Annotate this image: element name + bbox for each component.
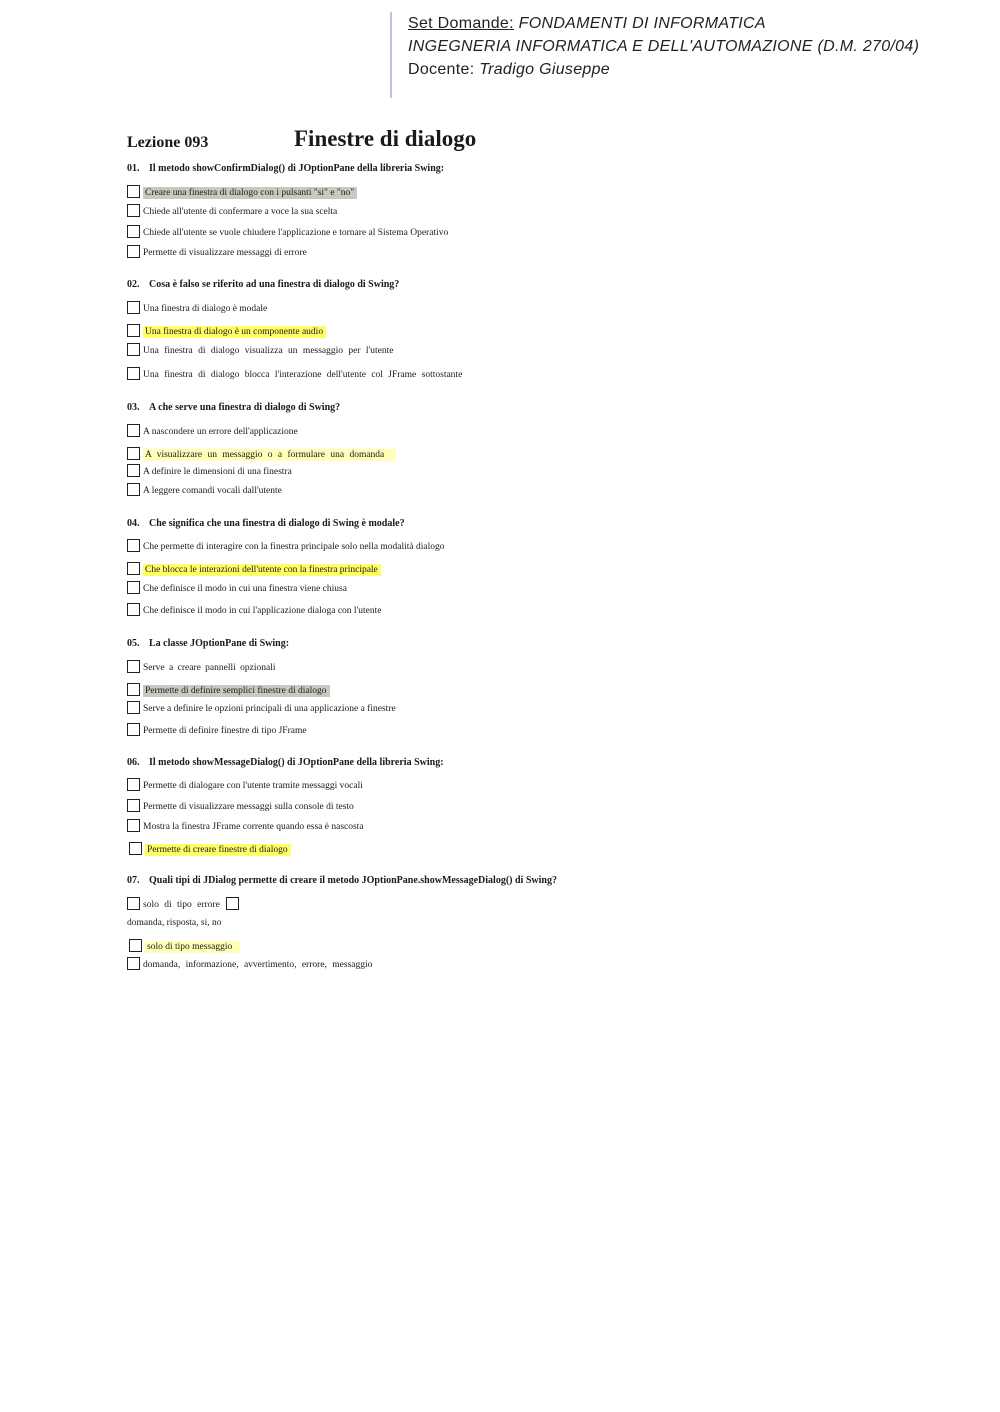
answer-checkbox[interactable] [127,539,140,552]
answer-checkbox[interactable] [127,424,140,437]
answer-option [127,819,364,833]
answer-checkbox[interactable] [127,185,140,198]
answer-checkbox[interactable] [127,897,140,910]
answer-text: Mostra la finestra JFrame corrente quando essa è nascosta [143,822,364,832]
answer-text: A nascondere un errore dell'applicazione [143,427,298,437]
answer-option [127,778,363,792]
answer-checkbox[interactable] [127,819,140,832]
answer-checkbox[interactable] [127,447,140,460]
answer-option [127,683,330,697]
answer-text: Permette di visualizzare messaggi di errore [143,248,307,258]
answer-text: A leggere comandi vocali dall'utente [143,486,282,496]
answer-option [127,603,381,617]
answer-checkbox[interactable] [127,701,140,714]
answer-option [129,842,291,856]
answer-text: Creare una finestra di dialogo con i pulsanti "si" e "no" [143,187,357,199]
answer-checkbox[interactable] [127,367,140,380]
answer-option [127,245,307,259]
answer-text: Che blocca le interazioni dell'utente con la finestra principale [143,564,381,576]
answer-text: domanda, risposta, si, no [127,918,222,928]
answer-checkbox[interactable] [127,957,140,970]
answer-option [127,204,337,218]
answer-text: Una finestra di dialogo è un componente audio [143,326,326,338]
answer-checkbox[interactable] [127,581,140,594]
answer-option [127,562,381,576]
question-02: 02. Cosa è falso se riferito ad una finestra di dialogo di Swing? [127,279,400,290]
answer-option [127,957,372,971]
answer-checkbox[interactable] [127,723,140,736]
answer-option [127,701,396,715]
question-03: 03. A che serve una finestra di dialogo di Swing? [127,402,341,413]
answer-checkbox[interactable] [127,245,140,258]
answer-text: Permette di definire finestre di tipo JFrame [143,726,307,736]
answer-option [127,301,267,315]
answer-checkbox[interactable] [129,842,142,855]
course-line [408,35,919,58]
answer-checkbox[interactable] [127,204,140,217]
set-line: Set Domande: FONDAMENTI DI INFORMATICA [408,15,766,32]
answer-option [127,367,462,381]
answer-checkbox[interactable] [127,799,140,812]
answer-text: domanda, informazione, avvertimento, errore, messaggio [143,960,373,970]
answer-text: Una finestra di dialogo è modale [143,304,268,314]
lesson-number: Lezione 093 [127,134,209,151]
answer-checkbox[interactable] [127,683,140,696]
answer-option [127,897,242,911]
docente-label: Docente: [408,61,475,78]
answer-option [129,939,240,953]
answer-option [127,424,298,438]
set-label: Set Domande [408,15,510,32]
set-value: FONDAMENTI DI INFORMATICA [518,15,766,32]
answer-text: Che permette di interagire con la finestra principale solo nella modalità dialogo [143,542,445,552]
document-header [390,12,919,98]
question-05: 05. La classe JOptionPane di Swing: [127,638,290,649]
course-name: INGEGNERIA INFORMATICA E DELL'AUTOMAZIONE (D.M. 270/04) [408,38,920,55]
answer-checkbox[interactable] [127,343,140,356]
answer-text: solo di tipo messaggio [145,941,240,953]
docente-line [408,58,919,81]
answer-option [127,723,307,737]
answer-text: Permette di dialogare con l'utente tramite messaggi vocali [143,781,363,791]
answer-option [127,483,282,497]
answer-text: Che definisce il modo in cui una finestra viene chiusa [143,584,347,594]
answer-checkbox[interactable] [127,603,140,616]
answer-option [127,464,292,478]
docente-name: Tradigo Giuseppe [479,61,611,78]
answer-text: Che definisce il modo in cui l'applicazione dialoga con l'utente [143,606,382,616]
answer-text: Una finestra di dialogo blocca l'interazione dell'utente col JFrame sottostante [143,370,463,380]
answer-checkbox[interactable] [127,562,140,575]
answer-text: A visualizzare un messaggio o a formulare una domanda [143,449,396,461]
answer-option [127,799,354,813]
answer-checkbox[interactable] [127,225,140,238]
answer-text: Permette di visualizzare messaggi sulla console di testo [143,802,354,812]
answer-text: Permette di creare finestre di dialogo [145,844,291,856]
answer-text: Chiede all'utente se vuole chiudere l'applicazione e tornare al Sistema Operativo [143,228,449,238]
answer-checkbox[interactable] [127,301,140,314]
answer-checkbox[interactable] [226,897,239,910]
answer-option [127,324,326,338]
answer-text: Una finestra di dialogo visualizza un messaggio per l'utente [143,346,394,356]
answer-text: A definire le dimensioni di una finestra [143,467,292,477]
answer-option [127,225,448,239]
answer-option [127,447,396,461]
answer-checkbox[interactable] [129,939,142,952]
question-07: 07. Quali tipi di JDialog permette di creare il metodo JOptionPane.showMessageDialog() di Swing? [127,875,557,886]
answer-text: Serve a creare pannelli opzionali [143,663,276,673]
answer-option [127,581,347,595]
answer-option [127,343,393,357]
answer-checkbox[interactable] [127,324,140,337]
answer-checkbox[interactable] [127,778,140,791]
answer-text: Permette di definire semplici finestre di dialogo [143,685,330,697]
page-title: Finestre di dialogo [294,126,477,151]
answer-option [127,539,445,553]
answer-text: Chiede all'utente di confermare a voce la sua scelta [143,207,338,217]
answer-text: Serve a definire le opzioni principali di una applicazione a finestre [143,704,396,714]
answer-checkbox[interactable] [127,483,140,496]
question-01: 01. Il metodo showConfirmDialog() di JOptionPane della libreria Swing: [127,163,445,174]
answer-option [127,660,276,674]
answer-option [127,185,357,199]
answer-checkbox[interactable] [127,660,140,673]
answer-text: solo di tipo errore [143,900,220,910]
question-04: 04. Che significa che una finestra di dialogo di Swing è modale? [127,518,405,529]
answer-checkbox[interactable] [127,464,140,477]
answer-option [127,916,221,930]
question-06: 06. Il metodo showMessageDialog() di JOptionPane della libreria Swing: [127,757,444,768]
